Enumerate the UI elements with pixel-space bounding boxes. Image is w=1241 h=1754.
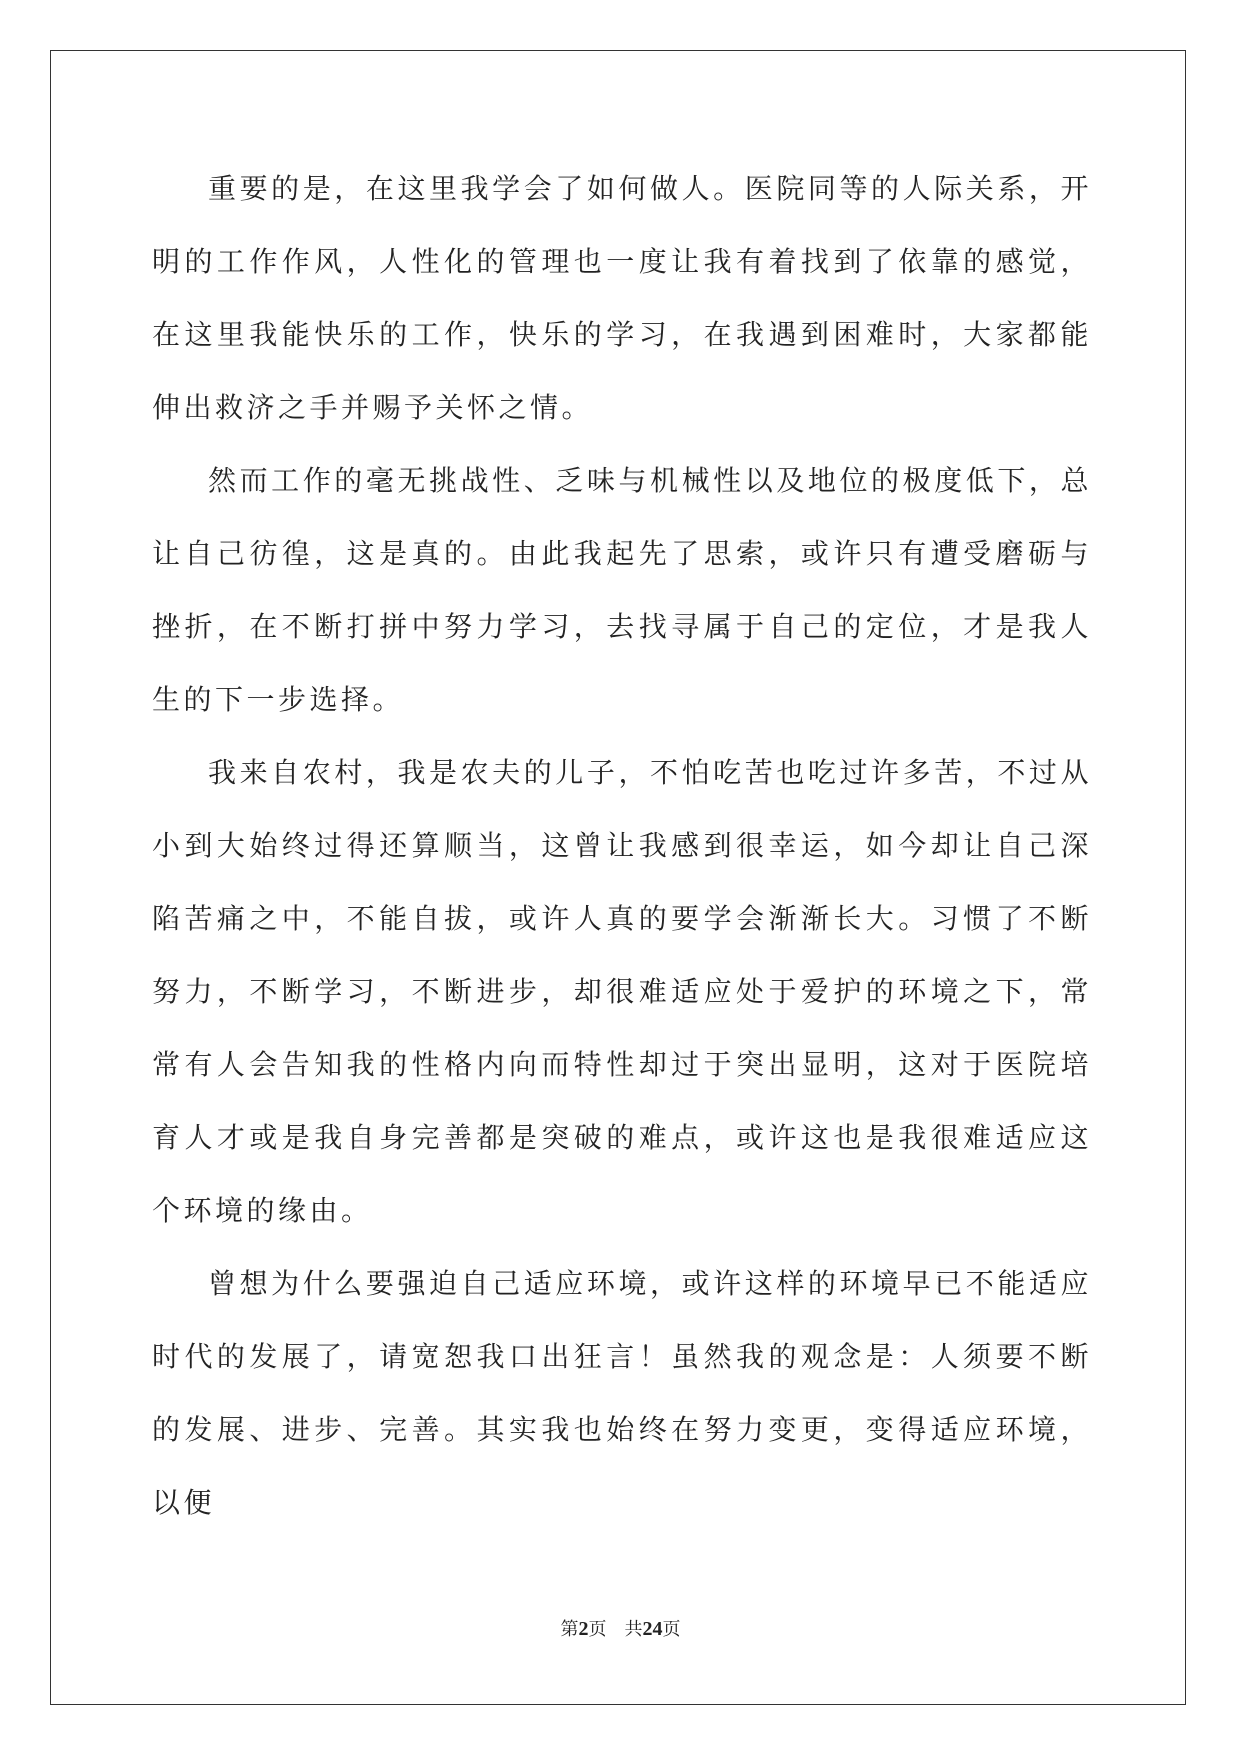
- page-total-suffix: 页: [662, 1619, 681, 1640]
- page-number-current: 2: [578, 1618, 589, 1640]
- document-body: [152, 152, 1092, 1539]
- paragraph-4: 曾想为什么要强迫自己适应环境，或许这样的环境早已不能适应时代的发展了，请宽恕我口出狂言！虽然我的观念是：人须要不断的发展、进步、完善。其实我也始终在努力变更，变得适应环境，以便: [152, 1267, 1092, 1519]
- page-footer: [0, 1615, 1241, 1641]
- paragraph-3: 我来自农村，我是农夫的儿子，不怕吃苦也吃过许多苦，不过从小到大始终过得还算顺当，这曾让我感到很幸运，如今却让自己深陷苦痛之中，不能自拔，或许人真的要学会渐渐长大。习惯了不断努力，不断学习，不断进步，却很难适应处于爱护的环境之下，常常有人会告知我的性格内向而特性却过于突出显明，这对于医院培育人才或是我自身完善都是突破的难点，或许这也是我很难适应这个环境的缘由。: [152, 756, 1092, 1227]
- page-total-prefix: 共: [624, 1619, 643, 1640]
- page-total: 24: [642, 1618, 663, 1640]
- page-number-prefix: 第: [560, 1619, 579, 1640]
- page-number-suffix: 页: [588, 1619, 607, 1640]
- paragraph-1: 重要的是，在这里我学会了如何做人。医院同等的人际关系，开明的工作作风，人性化的管理也一度让我有着找到了依靠的感觉，在这里我能快乐的工作，快乐的学习，在我遇到困难时，大家都能伸出救济之手并赐予关怀之情。: [152, 172, 1092, 424]
- paragraph-2: 然而工作的毫无挑战性、乏味与机械性以及地位的极度低下，总让自己彷徨，这是真的。由此我起先了思索，或许只有遭受磨砺与挫折，在不断打拼中努力学习，去找寻属于自己的定位，才是我人生的下一步选择。: [152, 464, 1092, 716]
